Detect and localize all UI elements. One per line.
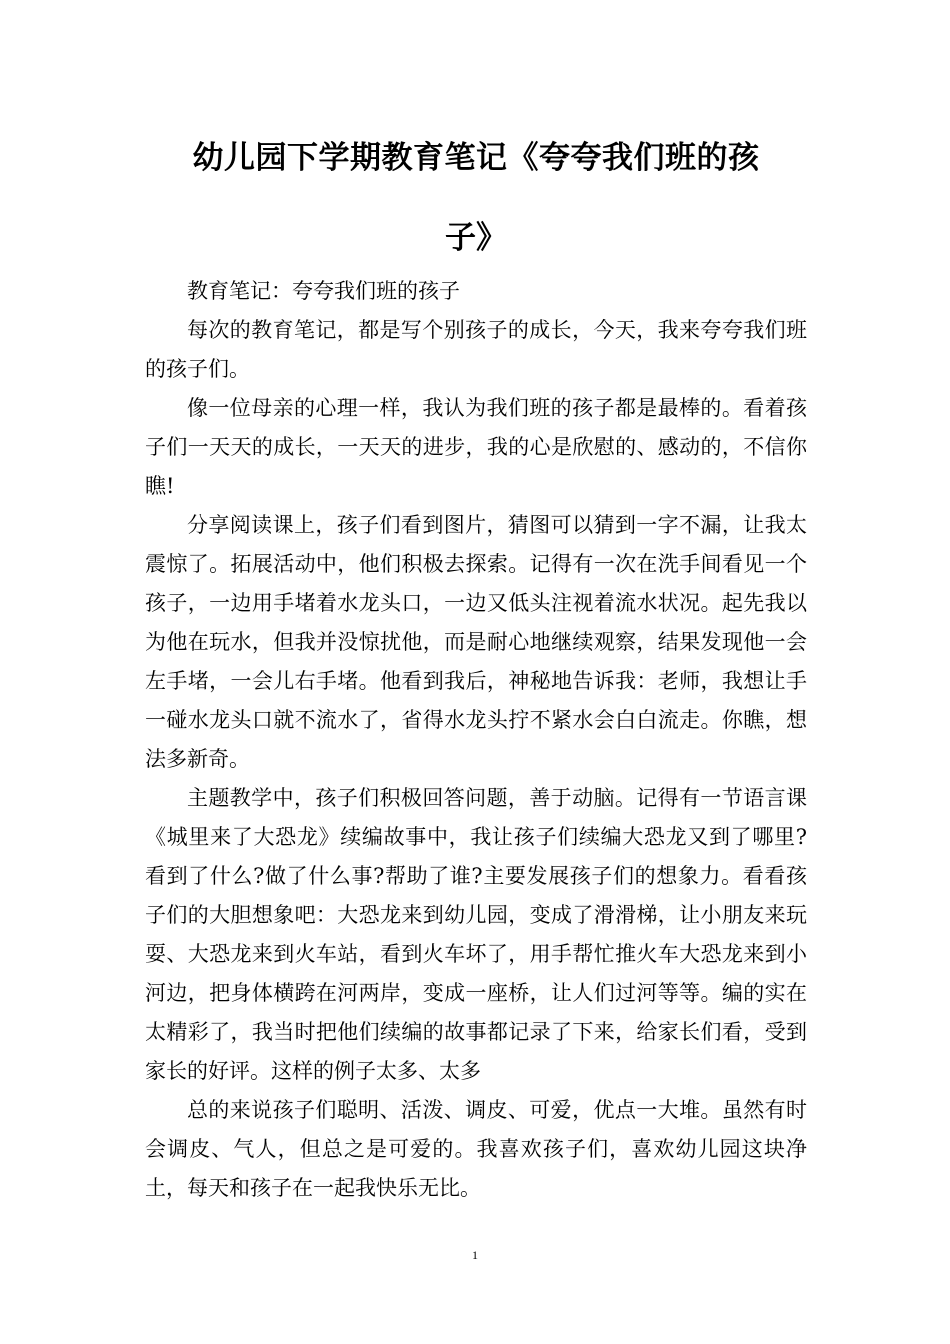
paragraph: 每次的教育笔记，都是写个别孩子的成长，今天，我来夸夸我们班的孩子们。 [145,318,807,381]
page-number: 1 [472,1248,478,1262]
document-title [145,118,807,278]
paragraph: 主题教学中，孩子们积极回答问题，善于动脑。记得有一节语言课《城里来了大恐龙》续编故事中，我让孩子们续编大恐龙又到了哪里?看到了什么?做了什么事?帮助了谁?主要发展孩子们的想象力。看看孩子们的大胆想象吧：大恐龙来到幼儿园，变成了滑滑梯，让小朋友来玩耍、大恐龙来到火车站，看到火车坏了，用手帮忙推火车大恐龙来到小河边，把身体横跨在河两岸，变成一座桥，让人们过河等等。编的实在太精彩了，我当时把他们续编的故事都记录了下来，给家长们看，受到家长的好评。这样的例子太多、太多 [145,786,807,1083]
paragraph: 像一位母亲的心理一样，我认为我们班的孩子都是最棒的。看着孩子们一天天的成长，一天天的进步，我的心是欣慰的、感动的，不信你瞧! [145,396,807,498]
paragraph-subtitle: 教育笔记：夸夸我们班的孩子 [187,279,460,303]
paragraph: 分享阅读课上，孩子们看到图片，猜图可以猜到一字不漏，让我太震惊了。拓展活动中，他们积极去探索。记得有一次在洗手间看见一个孩子，一边用手堵着水龙头口，一边又低头注视着流水状况。起先我以为他在玩水，但我并没惊扰他，而是耐心地继续观察，结果发现他一会左手堵，一会儿右手堵。他看到我后，神秘地告诉我：老师，我想让手一碰水龙头口就不流水了，省得水龙头拧不紧水会白白流走。你瞧，想法多新奇。 [145,513,807,771]
document-body [145,272,807,1208]
paragraph: 总的来说孩子们聪明、活泼、调皮、可爱，优点一大堆。虽然有时会调皮、气人，但总之是可爱的。我喜欢孩子们，喜欢幼儿园这块净土，每天和孩子在一起我快乐无比。 [145,1098,807,1200]
title-line-1: 幼儿园下学期教育笔记《夸夸我们班的孩 [192,140,760,176]
title-line-2: 子》 [445,220,507,256]
